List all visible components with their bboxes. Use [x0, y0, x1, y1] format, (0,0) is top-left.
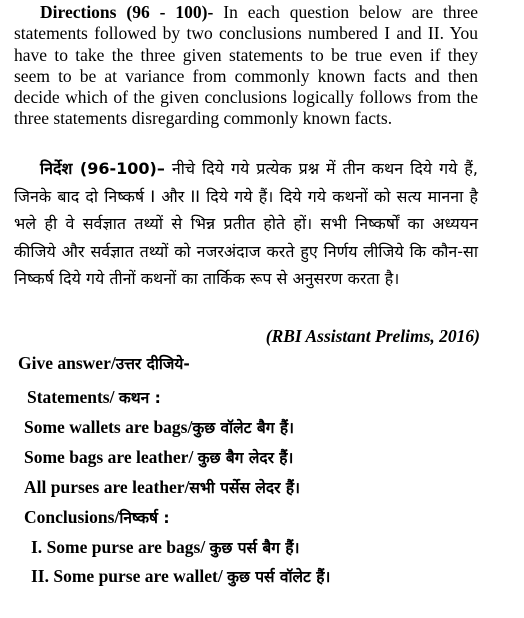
conclusion-2 — [31, 565, 330, 587]
directions-english-lead: Directions (96 - 100)- — [40, 2, 214, 22]
directions-english — [14, 2, 478, 130]
statement-1 — [24, 416, 294, 438]
statement-1-hi: कुछ वॉलेट बैग हैं। — [192, 419, 294, 437]
directions-hindi — [14, 155, 478, 293]
conclusion-1-number: I. — [31, 537, 43, 557]
conclusion-2-hi: कुछ पर्स वॉलेट हैं। — [227, 568, 331, 586]
conclusions-heading-hi: निष्कर्ष : — [119, 509, 170, 527]
give-answer-hi: उत्तर दीजिये- — [115, 355, 190, 373]
statement-2-hi: कुछ बैग लेदर हैं। — [197, 449, 294, 467]
directions-hindi-lead: निर्देश (96-100)– — [40, 159, 165, 178]
statement-3 — [24, 476, 300, 498]
exam-source: (RBI Assistant Prelims, 2016) — [265, 326, 480, 346]
directions-english-body: In each question below are three statements followed by two conclusions numbered I and II. You have to take the three given statements to be true even if they seem to be at variance from commonly known facts and then decide which of the given conclusions logically follows from the three statements disregarding commonly known facts. — [14, 2, 478, 129]
statements-heading-en: Statements/ — [27, 387, 119, 407]
conclusion-1-en: Some purse are bags/ — [42, 537, 210, 557]
statement-2 — [24, 446, 293, 468]
statement-3-hi: सभी पर्सेस लेदर हैं। — [189, 479, 300, 497]
statements-heading — [27, 386, 161, 408]
conclusions-heading — [24, 506, 170, 528]
conclusion-2-en: Some purse are wallet/ — [49, 566, 228, 586]
directions-hindi-body: नीचे दिये गये प्रत्येक प्रश्न में तीन कथन दिये गये हैं, जिनके बाद दो निष्कर्ष I और II दिये गये हैं। दिये गये कथनों को सत्य मानना है भले ही वे सर्वज्ञात तथ्यों से भिन्न प्रतीत होते हों। सभी निष्कर्षों का अध्ययन कीजिये और सर्वज्ञात तथ्यों को नजरअंदाज करते हुए निर्णय लीजिये कि कौन-सा निष्कर्ष दिये गये तीनों कथनों का तार्किक रूप से अनुसरण करता है। — [14, 159, 478, 289]
conclusion-1-hi: कुछ पर्स बैग हैं। — [209, 539, 300, 557]
conclusions-heading-en: Conclusions/ — [24, 507, 120, 527]
statement-2-en: Some bags are leather/ — [24, 447, 198, 467]
statement-1-en: Some wallets are bags/ — [24, 417, 193, 437]
conclusion-1 — [31, 536, 300, 558]
give-answer-label — [18, 352, 190, 374]
statement-3-en: All purses are leather/ — [24, 477, 190, 497]
statements-heading-hi: कथन : — [118, 389, 161, 407]
conclusion-2-number: II. — [31, 566, 49, 586]
give-answer-en: Give answer/ — [18, 353, 116, 373]
